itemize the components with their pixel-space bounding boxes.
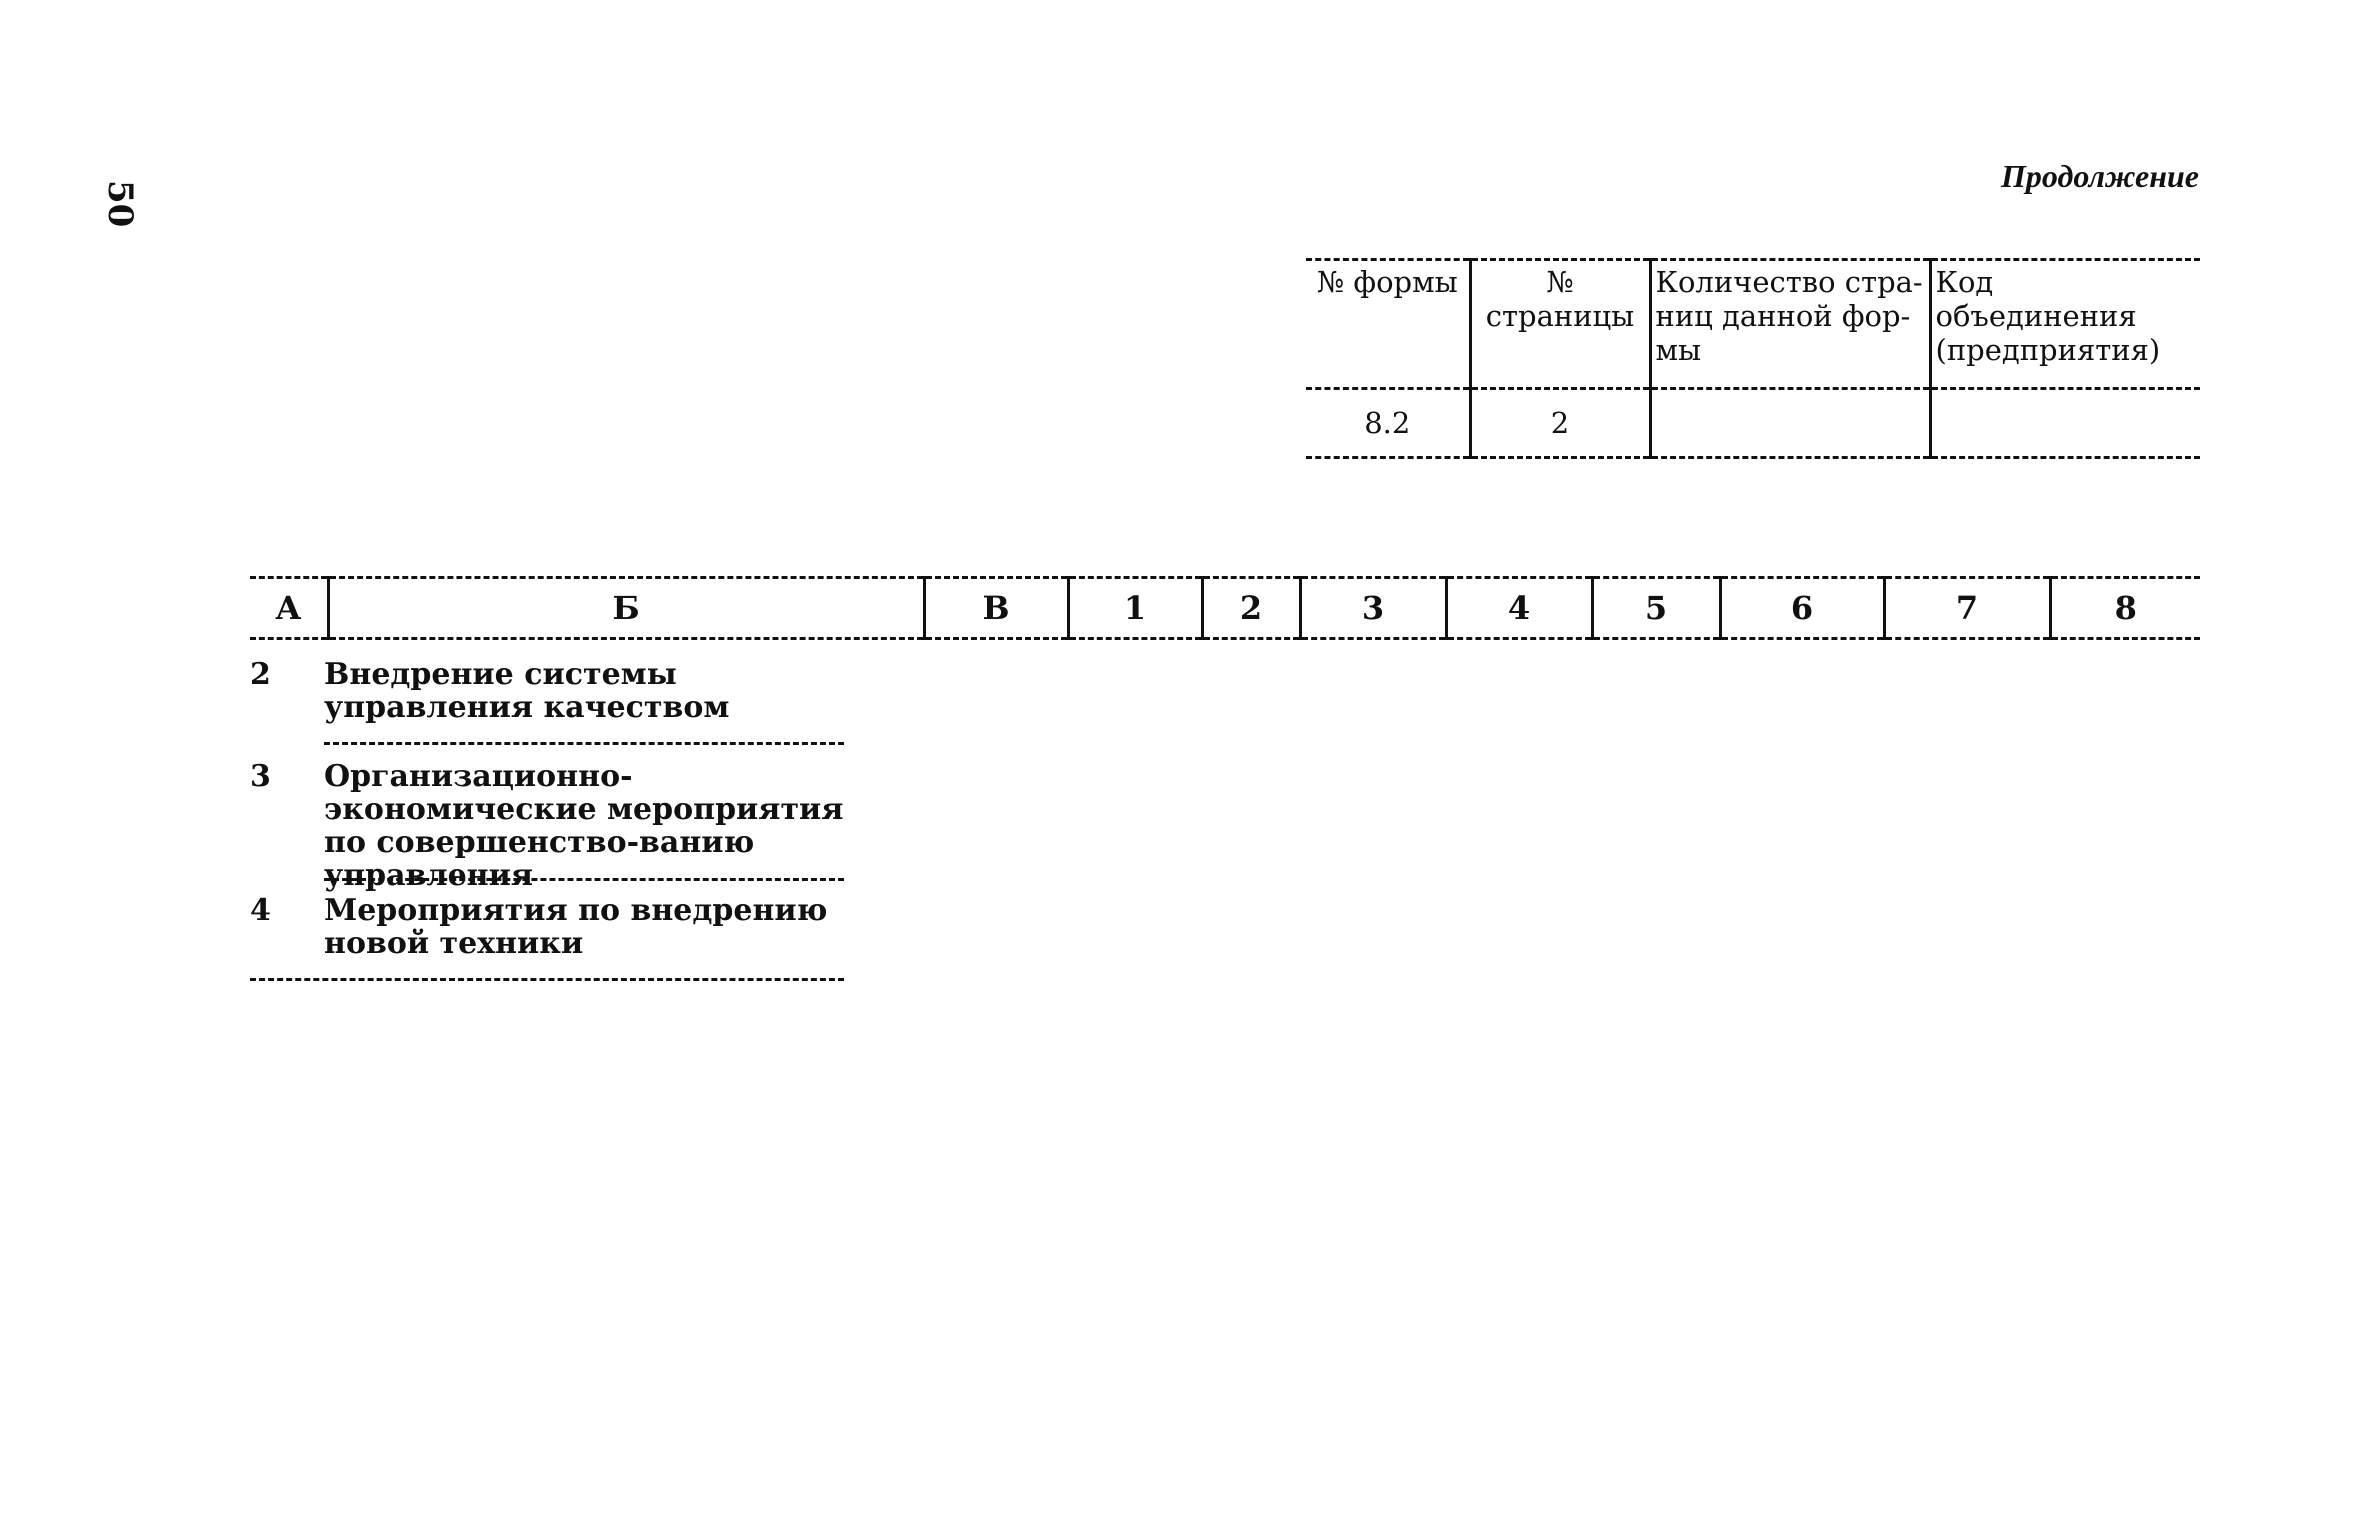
page-number-value: 2 bbox=[1470, 389, 1650, 458]
form-info-value-row bbox=[1306, 389, 2200, 458]
form-info-header-row bbox=[1306, 260, 2200, 389]
main-table-header-row bbox=[250, 578, 2200, 639]
column-3-header: 3 bbox=[1300, 578, 1446, 639]
form-number-header: № формы bbox=[1306, 260, 1470, 389]
row-text: Мероприятия по внедрению новой техники bbox=[324, 893, 828, 961]
row-number: 3 bbox=[250, 759, 271, 794]
continuation-label: Продолжение bbox=[2001, 158, 2199, 194]
row-divider bbox=[250, 978, 844, 981]
form-info-table bbox=[1306, 258, 2200, 459]
column-1-header: 1 bbox=[1068, 578, 1202, 639]
column-6-header: 6 bbox=[1720, 578, 1884, 639]
page-number-header: № страницы bbox=[1470, 260, 1650, 389]
page-count-header: Количество стра-ниц данной фор-мы bbox=[1650, 260, 1930, 389]
column-8-header: 8 bbox=[2050, 578, 2200, 639]
row-number: 4 bbox=[250, 893, 271, 928]
column-2-header: 2 bbox=[1202, 578, 1300, 639]
row-divider bbox=[324, 742, 844, 745]
form-number-value: 8.2 bbox=[1306, 389, 1470, 458]
enterprise-code-value bbox=[1930, 389, 2200, 458]
row-text: Организационно-экономические мероприятия по совершенство-ванию управления bbox=[324, 759, 844, 893]
column-b-header: Б bbox=[328, 578, 924, 639]
page-number: 50 bbox=[100, 180, 140, 228]
column-5-header: 5 bbox=[1592, 578, 1720, 639]
row-text: Внедрение системы управления качеством bbox=[324, 657, 730, 725]
row-divider bbox=[324, 878, 844, 881]
main-table-header bbox=[250, 576, 2200, 640]
page-count-value bbox=[1650, 389, 1930, 458]
enterprise-code-header: Код объединения (предприятия) bbox=[1930, 260, 2200, 389]
column-4-header: 4 bbox=[1446, 578, 1592, 639]
column-a-header: А bbox=[250, 578, 328, 639]
column-v-header: В bbox=[924, 578, 1068, 639]
row-number: 2 bbox=[250, 657, 271, 692]
column-7-header: 7 bbox=[1884, 578, 2050, 639]
